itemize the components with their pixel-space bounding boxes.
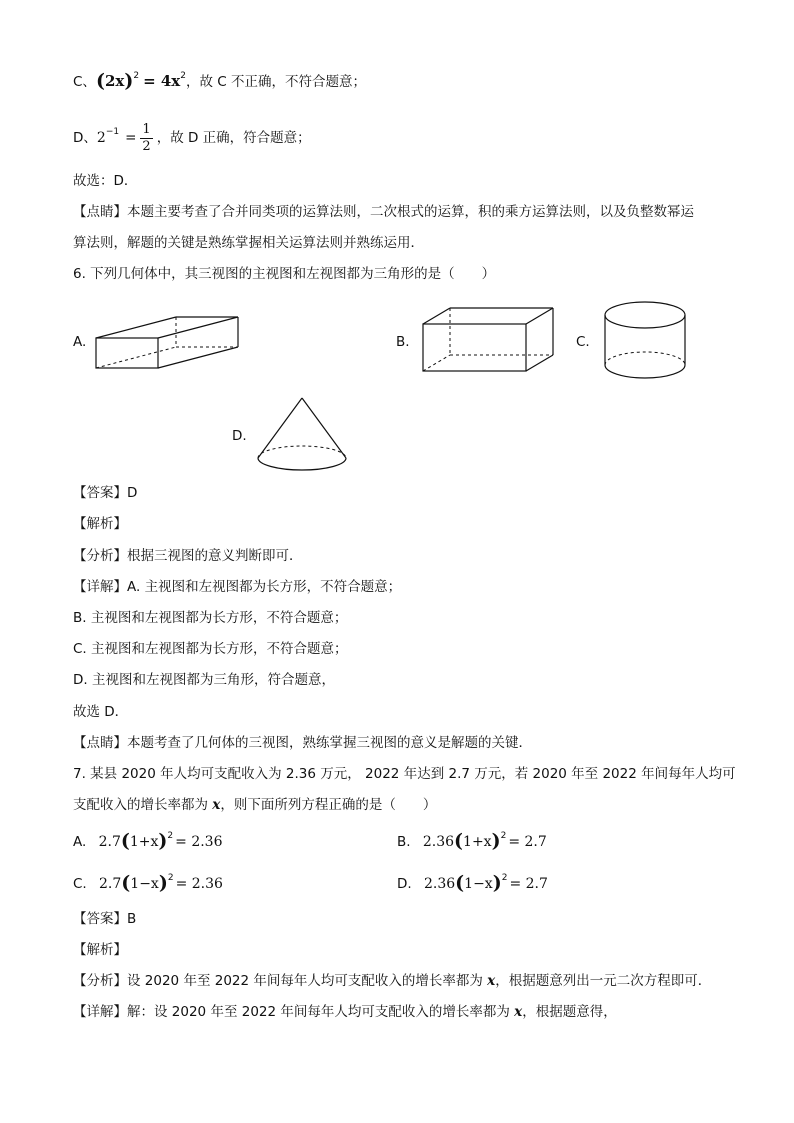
answer-6: 【答案】D — [73, 485, 138, 501]
line-text: ，根据题意得， — [522, 1004, 617, 1020]
option-label: C、 — [73, 74, 96, 90]
analysis-7-heading: 【解析】 — [73, 942, 127, 958]
exponent: −1 — [105, 127, 120, 137]
paren: ( — [455, 872, 465, 894]
line-text: ，根据题意列出一元二次方程即可． — [495, 973, 712, 989]
rhs: = 2.7 — [508, 834, 547, 850]
q6-option-d-label: D. — [232, 428, 247, 444]
option-label: D. — [397, 876, 412, 892]
paren: ( — [95, 70, 105, 92]
denominator: 2 — [142, 138, 151, 154]
dianjing-line: 【点睛】本题主要考查了合并同类项的运算法则，二次根式的运算，积的乘方运算法则，以及负整数幂运 — [73, 204, 694, 220]
fenxi-6: 【分析】根据三视图的意义判断即可． — [73, 548, 303, 564]
math-base: 2x — [104, 72, 125, 90]
line-text: 支配收入的增长率都为 — [73, 797, 213, 813]
variable-x: x — [212, 797, 221, 813]
xiangjie-7 — [73, 1003, 617, 1021]
cone-figure — [254, 396, 350, 474]
paren: ( — [121, 872, 131, 894]
line-text: 【详解】解：设 2020 年至 2022 年间每年人均可支配收入的增长率都为 — [73, 1004, 515, 1020]
paren: ) — [491, 830, 501, 852]
paren: ( — [454, 830, 464, 852]
fraction — [140, 122, 152, 155]
question-6: 6. 下列几何体中，其三视图的主视图和左视图都为三角形的是（ ） — [73, 266, 496, 282]
paren: ) — [158, 830, 168, 852]
inner-expression: 1+x — [463, 834, 492, 850]
cylinder-figure — [602, 298, 688, 382]
line-text: 【分析】设 2020 年至 2022 年间每年人均可支配收入的增长率都为 — [73, 973, 488, 989]
q6-option-c-label: C. — [576, 334, 590, 350]
q7-option-b — [397, 830, 547, 852]
numerator: 1 — [142, 121, 151, 137]
paren: ) — [124, 70, 134, 92]
exponent: 2 — [133, 71, 140, 81]
rhs: = 2.36 — [175, 876, 223, 892]
cuboid-figure — [420, 306, 558, 374]
q6-option-b-label: B. — [396, 334, 410, 350]
answer-7: 【答案】B — [73, 911, 137, 927]
paren: ) — [158, 872, 168, 894]
exponent: 2 — [501, 873, 508, 883]
q7-option-a — [73, 830, 223, 852]
line-text: ，故 C 不正确，不符合题意； — [185, 74, 366, 90]
line-d-solution — [73, 118, 311, 158]
math-rhs: = 4x — [143, 72, 181, 90]
option-label: A. — [73, 834, 87, 850]
q7-option-d — [397, 872, 548, 894]
variable-x: x — [514, 1004, 523, 1020]
inner-expression: 1+x — [129, 834, 159, 850]
paren: ( — [120, 830, 130, 852]
line-text: ，则下面所列方程正确的是（ ） — [220, 797, 437, 813]
fenxi-7 — [73, 972, 711, 990]
choose-line: 故选：D． — [73, 173, 138, 189]
analysis-6-heading: 【解析】 — [73, 516, 127, 532]
inner-expression: 1−x — [464, 876, 493, 892]
option-label: C. — [73, 876, 87, 892]
xiangjie-6: 【详解】A. 主视图和左视图都为长方形，不符合题意； — [73, 579, 402, 595]
q6-explain-d: D. 主视图和左视图都为三角形，符合题意， — [73, 672, 335, 688]
inner-expression: 1−x — [130, 876, 159, 892]
coefficient: 2.7 — [99, 876, 122, 892]
paren: ) — [492, 872, 502, 894]
q6-explain-b: B. 主视图和左视图都为长方形，不符合题意； — [73, 610, 348, 626]
q6-option-a-label: A. — [73, 334, 87, 350]
coefficient: 2.36 — [422, 834, 455, 850]
coefficient: 2.36 — [423, 876, 456, 892]
question-7: 7. 某县 2020 年人均可支配收入为 2.36 万元， 2022 年达到 2.7 万元，若 2020 年至 2022 年间每年人均可 — [73, 766, 736, 782]
exponent: 2 — [167, 831, 174, 841]
rectangular-prism-flat-figure — [94, 312, 242, 372]
question-7-cont — [73, 796, 436, 814]
dianjing-line-cont: 算法则，解题的关键是熟练掌握相关运算法则并熟练运用． — [73, 235, 424, 251]
variable-x: x — [487, 973, 496, 989]
dianjing-line-2: 【点睛】本题考查了几何体的三视图，熟练掌握三视图的意义是解题的关键． — [73, 735, 532, 751]
line-c-solution — [73, 72, 366, 91]
q6-explain-c: C. 主视图和左视图都为长方形，不符合题意； — [73, 641, 348, 657]
coefficient: 2.7 — [98, 834, 121, 850]
line-text: ，故 D 正确，符合题意； — [156, 130, 311, 146]
exponent: 2 — [500, 831, 507, 841]
rhs: = 2.36 — [175, 834, 223, 850]
math-base: 2 — [96, 130, 106, 146]
option-label: B. — [397, 834, 411, 850]
option-label: D、 — [73, 130, 97, 146]
exponent: 2 — [167, 873, 174, 883]
q7-option-c — [73, 872, 223, 894]
choose-line-2: 故选 D． — [73, 704, 129, 720]
exponent: 2 — [180, 71, 186, 81]
equals-sign: = — [125, 130, 137, 146]
rhs: = 2.7 — [509, 876, 548, 892]
